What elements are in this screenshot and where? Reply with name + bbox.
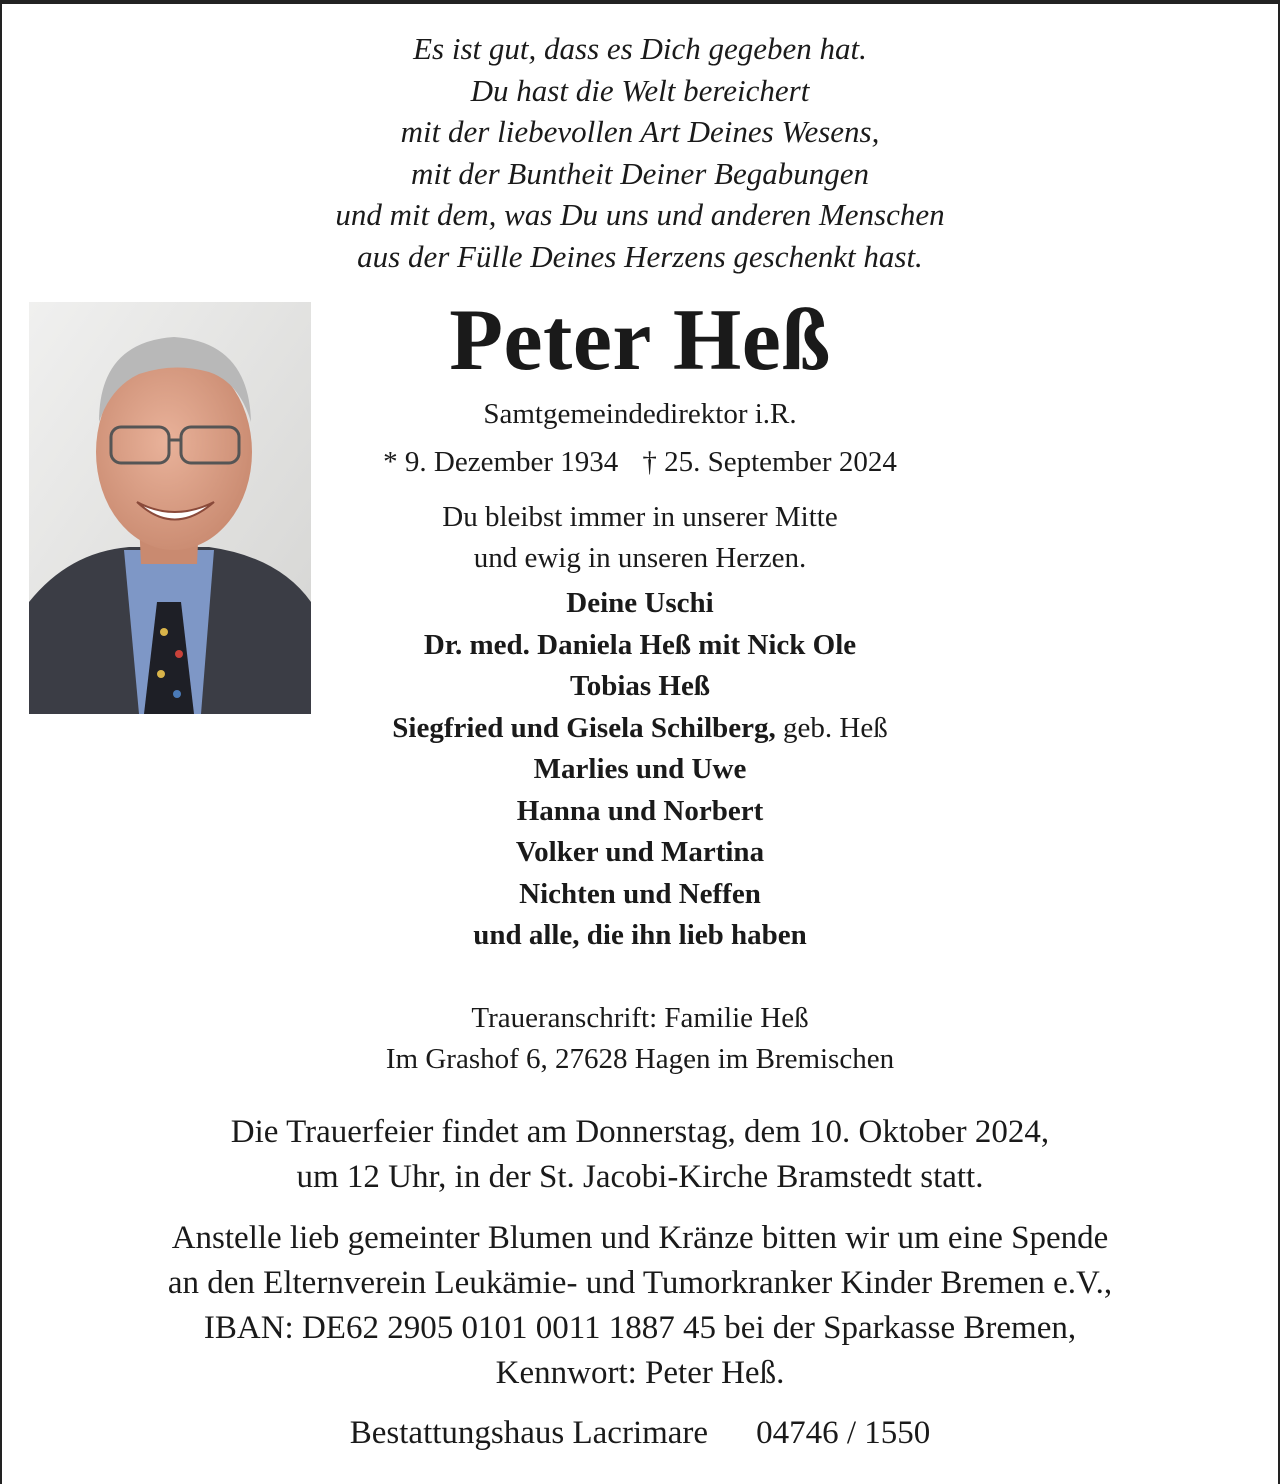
mourner-name: Nichten und Neffen [519, 877, 761, 910]
donation-request [0, 1216, 1280, 1396]
verse-line: aus der Fülle Deines Herzens geschenkt hast. [357, 238, 923, 274]
mourner-line [0, 749, 1280, 791]
mourner-line [0, 583, 1280, 625]
funeral-home-footer [0, 1411, 1280, 1456]
donation-line: Anstelle lieb gemeinter Blumen und Kränze bitten wir um eine Spende [171, 1220, 1109, 1256]
remembrance-line: und ewig in unseren Herzen. [473, 542, 807, 574]
mourner-name: und alle, die ihn lieb haben [473, 919, 807, 951]
verse-line: mit der liebevollen Art Deines Wesens, [400, 114, 880, 149]
deceased-title: Samtgemeindedirektor i.R. [483, 398, 797, 430]
death-date: † 25. September 2024 [642, 446, 897, 478]
life-dates [316, 442, 964, 482]
mourner-name: Dr. med. Daniela Heß mit Nick Ole [423, 628, 857, 661]
address-line: Im Grashof 6, 27628 Hagen im Bremischen [385, 1043, 895, 1075]
service-line: Die Trauerfeier findet am Donnerstag, dem 10. Oktober 2024, [230, 1114, 1050, 1150]
mourner-name: Hanna und Norbert [516, 794, 764, 827]
mourner-line [0, 874, 1280, 916]
verse-line: Du hast die Welt bereichert [470, 72, 810, 108]
mourner-line [0, 666, 1280, 708]
funeral-home-name: Bestattungshaus Lacrimare [349, 1415, 709, 1451]
donation-line: an den Elternverein Leukämie- und Tumorkranker Kinder Bremen e.V., [167, 1265, 1113, 1301]
mourner-name: Tobias Heß [570, 670, 710, 702]
remembrance-line: Du bleibst immer in unserer Mitte [442, 501, 838, 533]
service-line: um 12 Uhr, in der St. Jacobi-Kirche Bramstedt statt. [296, 1159, 984, 1195]
deceased-name: Peter Heß [449, 292, 831, 389]
address-line: Traueranschrift: Familie Heß [471, 1002, 809, 1034]
verse-line: und mit dem, was Du uns und anderen Menschen [335, 197, 945, 232]
verse-line: mit der Buntheit Deiner Begabungen [410, 155, 869, 191]
mourner-line [0, 625, 1280, 667]
mourner-name: Marlies und Uwe [533, 753, 747, 785]
mourner-name: Deine Uschi [566, 587, 714, 619]
mourner-note: geb. Heß [775, 711, 888, 744]
mourner-name: Volker und Martina [515, 836, 765, 868]
mourner-line [0, 832, 1280, 874]
mourning-address [0, 998, 1280, 1080]
birth-date: * 9. Dezember 1934 [383, 446, 619, 478]
mourner-line [0, 708, 1280, 750]
verse-line: Es ist gut, dass es Dich gegeben hat. [413, 31, 867, 66]
mourner-line [0, 915, 1280, 957]
donation-line: IBAN: DE62 2905 0101 0011 1887 45 bei der Sparkasse Bremen, [203, 1310, 1077, 1346]
remembrance-text [316, 497, 964, 579]
memorial-verse [0, 28, 1280, 277]
funeral-home-phone: 04746 / 1550 [756, 1415, 931, 1451]
mourner-name: Siegfried und Gisela Schilberg, [392, 711, 776, 744]
funeral-service-info [0, 1110, 1280, 1200]
mourners-list [0, 583, 1280, 957]
donation-line: Kennwort: Peter Heß. [495, 1355, 785, 1391]
mourner-line [0, 791, 1280, 833]
